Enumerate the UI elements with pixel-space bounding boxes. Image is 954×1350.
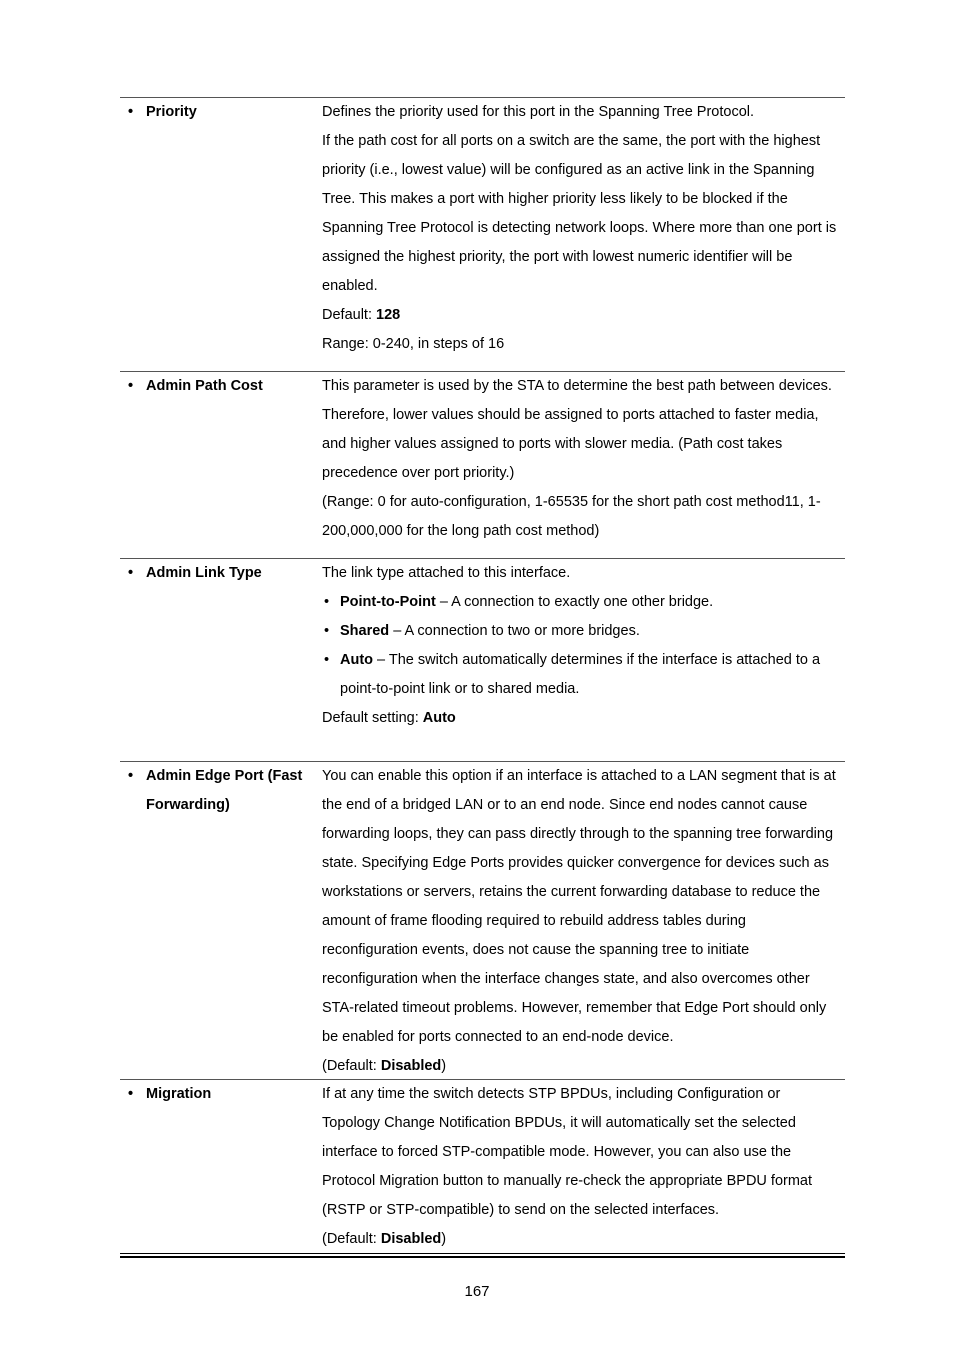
default-value: 128 — [376, 307, 401, 323]
default-suffix: ) — [441, 1058, 447, 1074]
link-type-list — [322, 588, 842, 704]
term-label: Admin Edge Port (Fast Forwarding) — [146, 768, 303, 813]
term-cell — [128, 98, 318, 127]
list-item — [322, 646, 842, 704]
table-row-migration — [120, 1079, 845, 1254]
default-value: Disabled — [380, 1058, 442, 1074]
table-row-priority — [120, 97, 845, 372]
term-label: Admin Link Type — [146, 565, 262, 581]
bullet-icon: • — [324, 623, 330, 639]
page-number: 167 — [464, 1283, 490, 1300]
default-line — [322, 1225, 842, 1254]
list-item — [322, 588, 842, 617]
bullet-icon: • — [128, 104, 134, 120]
list-item — [322, 617, 842, 646]
item-text: – A connection to two or more bridges. — [389, 623, 640, 639]
item-label: Shared — [340, 623, 390, 639]
item-text: – The switch automatically determines if the interface is attached to a point-to-point link or to shared media. — [340, 652, 821, 697]
description-cell — [322, 762, 842, 1081]
default-line — [322, 704, 842, 733]
term-cell — [128, 372, 318, 401]
description-cell — [322, 559, 842, 733]
term-label: Migration — [146, 1086, 212, 1102]
default-line — [322, 1052, 842, 1081]
bullet-icon: • — [128, 1086, 134, 1102]
term-cell — [128, 1080, 318, 1109]
description-paragraph: You can enable this option if an interface is attached to a LAN segment that is at the end of a bridged LAN or to an end node. Since end nodes cannot cause forwarding loops, they can pass directly through to the spanning tree forwarding state. Specifying Edge Ports provides quicker convergence for devices such as workstations or servers, retains the current forwarding database to reduce the amount of frame flooding required to rebuild address tables during reconfiguration events, does not cause the spanning tree to initiate reconfiguration when the interface changes state, and also overcomes other STA-related timeout problems. However, remember that Edge Port should only be enabled for ports connected to an end-node device. — [322, 768, 836, 1045]
description-cell — [322, 372, 842, 546]
term-cell — [128, 559, 318, 588]
term-label: Priority — [146, 104, 197, 120]
bullet-icon: • — [128, 768, 134, 784]
item-text: – A connection to exactly one other bridge. — [435, 594, 714, 610]
default-value: Auto — [422, 710, 456, 726]
item-label: Point-to-Point — [340, 594, 436, 610]
description-paragraph: This parameter is used by the STA to determine the best path between devices. Therefore, lower values should be assigned to ports attached to faster media, and higher values assigned to ports with slower media. (Path cost takes precedence over port priority.) — [322, 378, 832, 481]
table-row-admin-path-cost — [120, 371, 845, 559]
description-cell — [322, 98, 842, 359]
term-label: Admin Path Cost — [146, 378, 263, 394]
description-paragraph: Defines the priority used for this port in the Spanning Tree Protocol. — [322, 104, 755, 120]
default-label: Default: — [322, 307, 376, 323]
description-paragraph: If the path cost for all ports on a switch are the same, the port with the highest priority (i.e., lowest value) will be configured as an active link in the Spanning Tree. This makes a port with higher priority less likely to be blocked if the Spanning Tree Protocol is detecting network loops. Where more than one port is assigned the highest priority, the port with lowest numeric identifier will be enabled. — [322, 133, 837, 294]
table-row-admin-link-type — [120, 558, 845, 762]
table-bottom-rule — [120, 1253, 845, 1258]
description-paragraph: (Range: 0 for auto-configuration, 1-65535 for the short path cost method11, 1-200,000,000 for the long path cost method) — [322, 494, 821, 539]
default-label: Default setting: — [322, 710, 423, 726]
bullet-icon: • — [324, 652, 330, 668]
bullet-icon: • — [128, 378, 134, 394]
description-paragraph: If at any time the switch detects STP BPDUs, including Configuration or Topology Change Notification BPDUs, it will automatically set the selected interface to forced STP-compatible mode. However, you can also use the Protocol Migration button to manually re-check the appropriate BPDU format (RSTP or STP-compatible) to send on the selected interfaces. — [322, 1086, 813, 1218]
description-cell — [322, 1080, 842, 1254]
default-prefix: (Default: — [322, 1231, 381, 1247]
item-label: Auto — [340, 652, 374, 668]
default-suffix: ) — [441, 1231, 447, 1247]
bullet-icon: • — [324, 594, 330, 610]
bullet-icon: • — [128, 565, 134, 581]
default-prefix: (Default: — [322, 1058, 381, 1074]
default-value: Disabled — [380, 1231, 442, 1247]
range-line: Range: 0-240, in steps of 16 — [322, 336, 505, 352]
table-row-admin-edge-port — [120, 761, 845, 1080]
default-line — [322, 301, 842, 330]
term-cell — [128, 762, 318, 820]
description-paragraph: The link type attached to this interface. — [322, 565, 571, 581]
